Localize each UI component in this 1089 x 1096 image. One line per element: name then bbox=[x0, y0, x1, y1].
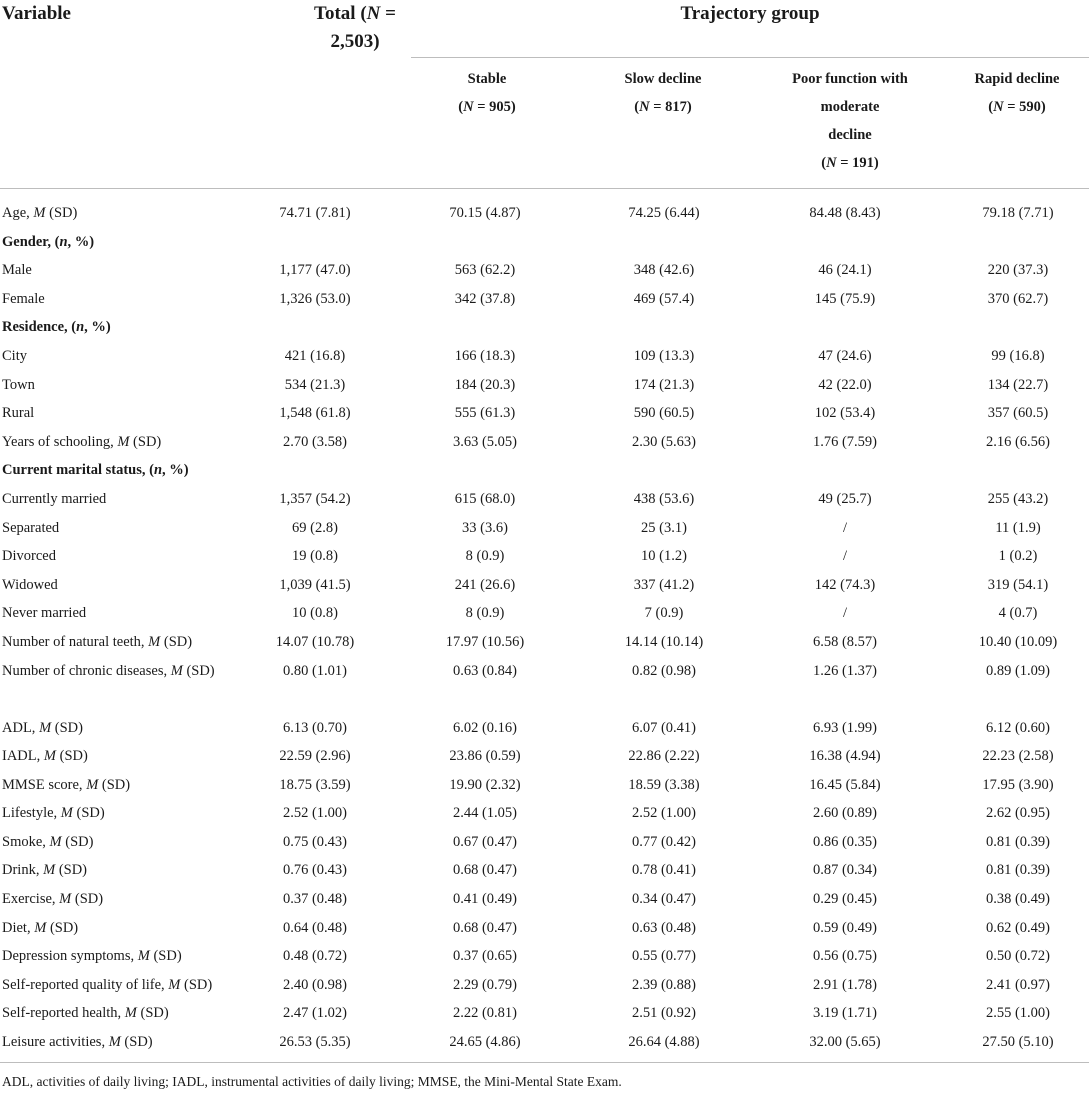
cell: 0.50 (0.72) bbox=[985, 948, 1051, 965]
cell: 74.25 (6.44) bbox=[628, 205, 700, 221]
group-poor-line1: Poor function with bbox=[792, 71, 908, 87]
cell: 22.23 (2.58) bbox=[982, 748, 1054, 765]
cell: 0.37 (0.48) bbox=[282, 891, 348, 908]
cell: 0.81 (0.39) bbox=[985, 862, 1051, 879]
cell: 26.53 (5.35) bbox=[279, 1034, 351, 1051]
group-rapid-line2: (N = 590) bbox=[988, 99, 1046, 115]
cell: 2.29 (0.79) bbox=[452, 976, 518, 993]
header-bottom-rule bbox=[0, 188, 1089, 189]
row-label-drink-m-sd: Drink, M (SD) bbox=[2, 862, 88, 879]
cell: 79.18 (7.71) bbox=[982, 205, 1054, 221]
cell: 2.52 (1.00) bbox=[282, 805, 348, 822]
cell: 1.26 (1.37) bbox=[812, 662, 878, 679]
row-label-town: Town bbox=[2, 376, 35, 393]
row-label-number-of-natural-teeth-m-sd: Number of natural teeth, M (SD) bbox=[2, 633, 193, 650]
row-label-male: Male bbox=[2, 262, 32, 279]
row-label-mmse-score-m-sd: MMSE score, M (SD) bbox=[2, 776, 131, 793]
cell: 1,357 (54.2) bbox=[279, 490, 351, 507]
row-label-exercise-m-sd: Exercise, M (SD) bbox=[2, 891, 104, 908]
cell: 10 (0.8) bbox=[292, 605, 338, 622]
cell: 319 (54.1) bbox=[987, 576, 1049, 593]
row-label-city: City bbox=[2, 347, 27, 364]
cell: 0.80 (1.01) bbox=[282, 662, 348, 679]
cell: 0.64 (0.48) bbox=[282, 919, 348, 936]
cell: 27.50 (5.10) bbox=[982, 1034, 1054, 1051]
table-row bbox=[0, 942, 1089, 971]
cell: 3.19 (1.71) bbox=[812, 1005, 878, 1022]
table-row bbox=[0, 885, 1089, 914]
cell: 18.75 (3.59) bbox=[279, 776, 351, 793]
cell: 16.45 (5.84) bbox=[809, 776, 881, 793]
cell: 16.38 (4.94) bbox=[809, 748, 881, 765]
cell: 2.70 (3.58) bbox=[282, 433, 348, 450]
row-label-lifestyle-m-sd: Lifestyle, M (SD) bbox=[2, 805, 105, 822]
cell: 6.12 (0.60) bbox=[985, 719, 1051, 736]
cell: 348 (42.6) bbox=[633, 262, 695, 279]
cell: 99 (16.8) bbox=[991, 347, 1045, 364]
trajectory-group-header: Trajectory group bbox=[680, 3, 820, 24]
cell: 0.78 (0.41) bbox=[631, 862, 697, 879]
cell: 22.59 (2.96) bbox=[279, 748, 351, 765]
table-row bbox=[0, 514, 1089, 543]
cell: 0.67 (0.47) bbox=[452, 833, 518, 850]
table-row bbox=[0, 199, 1089, 228]
table-footnote: ADL, activities of daily living; IADL, instrumental activities of daily living; MMSE, the Mini-Mental State Exam. bbox=[2, 1074, 622, 1089]
cell: 8 (0.9) bbox=[465, 605, 505, 622]
cell: 342 (37.8) bbox=[454, 290, 516, 307]
cell: 11 (1.9) bbox=[995, 519, 1041, 536]
group-poor-line4: (N = 191) bbox=[821, 155, 879, 171]
table-row bbox=[0, 657, 1089, 714]
cell: 134 (22.7) bbox=[987, 376, 1049, 393]
cell: 2.16 (6.56) bbox=[985, 433, 1051, 450]
table-row bbox=[0, 999, 1089, 1028]
cell: 220 (37.3) bbox=[987, 262, 1049, 279]
cell: 0.76 (0.43) bbox=[282, 862, 348, 879]
cell: 0.37 (0.65) bbox=[452, 948, 518, 965]
cell: 241 (26.6) bbox=[454, 576, 516, 593]
variable-header: Variable bbox=[2, 3, 71, 24]
cell: 2.52 (1.00) bbox=[631, 805, 697, 822]
cell: 0.63 (0.84) bbox=[452, 662, 518, 679]
section-row bbox=[0, 313, 1089, 342]
table-row bbox=[0, 285, 1089, 314]
table-row bbox=[0, 971, 1089, 1000]
cell: 2.91 (1.78) bbox=[812, 976, 878, 993]
row-label-smoke-m-sd: Smoke, M (SD) bbox=[2, 833, 94, 850]
cell: 24.65 (4.86) bbox=[449, 1034, 521, 1051]
cell: 0.38 (0.49) bbox=[985, 891, 1051, 908]
cell: 0.77 (0.42) bbox=[631, 833, 697, 850]
cell: 109 (13.3) bbox=[633, 347, 695, 364]
cell: 1,326 (53.0) bbox=[279, 290, 351, 307]
cell: 438 (53.6) bbox=[633, 490, 695, 507]
table-row bbox=[0, 371, 1089, 400]
cell: 46 (24.1) bbox=[818, 262, 872, 279]
table-row bbox=[0, 399, 1089, 428]
row-label-diet-m-sd: Diet, M (SD) bbox=[2, 919, 79, 936]
cell: 0.48 (0.72) bbox=[282, 948, 348, 965]
group-poor-line3: decline bbox=[828, 127, 872, 143]
cell: 6.93 (1.99) bbox=[812, 719, 878, 736]
cell: 2.51 (0.92) bbox=[631, 1005, 697, 1022]
group-slow-line2: (N = 817) bbox=[634, 99, 692, 115]
total-header-line1: Total (N = bbox=[314, 3, 396, 24]
row-label-number-of-chronic-diseases-m-sd: Number of chronic diseases, M (SD) bbox=[2, 662, 215, 679]
cell: 14.07 (10.78) bbox=[275, 633, 355, 650]
table-row bbox=[0, 428, 1089, 457]
cell: 184 (20.3) bbox=[454, 376, 516, 393]
cell: 2.55 (1.00) bbox=[985, 1005, 1051, 1022]
group-header-rapid-decline bbox=[942, 65, 1089, 121]
cell: 0.75 (0.43) bbox=[282, 833, 348, 850]
group-poor-line2: moderate bbox=[820, 99, 880, 115]
group-rapid-line1: Rapid decline bbox=[974, 71, 1060, 87]
cell: 33 (3.6) bbox=[462, 519, 508, 536]
cell: 357 (60.5) bbox=[987, 405, 1049, 422]
cell: 0.89 (1.09) bbox=[985, 662, 1051, 679]
section-row bbox=[0, 228, 1089, 257]
group-slow-line1: Slow decline bbox=[624, 71, 702, 87]
row-label-current-marital-status-n: Current marital status, (n, %) bbox=[2, 462, 189, 479]
table-row bbox=[0, 256, 1089, 285]
cell: 26.64 (4.88) bbox=[628, 1034, 700, 1051]
cell: 47 (24.6) bbox=[818, 347, 872, 364]
cell: 0.86 (0.35) bbox=[812, 833, 878, 850]
cell: 19 (0.8) bbox=[292, 548, 338, 565]
cell: 0.34 (0.47) bbox=[631, 891, 697, 908]
cell: 174 (21.3) bbox=[633, 376, 695, 393]
cell: 370 (62.7) bbox=[987, 290, 1049, 307]
cell: 1,548 (61.8) bbox=[279, 405, 351, 422]
group-stable-line1: Stable bbox=[467, 71, 507, 87]
cell: 0.56 (0.75) bbox=[812, 948, 878, 965]
table-row bbox=[0, 342, 1089, 371]
table-row bbox=[0, 742, 1089, 771]
total-header-line2: 2,503) bbox=[330, 31, 380, 52]
cell: 1.76 (7.59) bbox=[812, 433, 878, 450]
group-header-rule bbox=[411, 57, 1089, 58]
row-label-iadl-m-sd: IADL, M (SD) bbox=[2, 748, 88, 765]
cell: 84.48 (8.43) bbox=[809, 205, 881, 221]
table-row bbox=[0, 1028, 1089, 1057]
cell: 10.40 (10.09) bbox=[978, 633, 1058, 650]
cell: 0.62 (0.49) bbox=[985, 919, 1051, 936]
cell: 2.40 (0.98) bbox=[282, 976, 348, 993]
table-row bbox=[0, 714, 1089, 743]
cell: 6.13 (0.70) bbox=[282, 719, 348, 736]
cell: 0.81 (0.39) bbox=[985, 833, 1051, 850]
cell: 7 (0.9) bbox=[644, 605, 684, 622]
row-label-self-reported-health-m-sd: Self-reported health, M (SD) bbox=[2, 1005, 169, 1022]
cell: 4 (0.7) bbox=[998, 605, 1038, 622]
row-label-residence-n: Residence, (n, %) bbox=[2, 319, 111, 336]
cell: 17.95 (3.90) bbox=[982, 776, 1054, 793]
cell: 2.22 (0.81) bbox=[452, 1005, 518, 1022]
row-label-never-married: Never married bbox=[2, 605, 87, 622]
cell: 0.82 (0.98) bbox=[631, 662, 697, 679]
cell: 3.63 (5.05) bbox=[452, 433, 518, 450]
cell: 18.59 (3.38) bbox=[628, 776, 700, 793]
cell: 10 (1.2) bbox=[641, 548, 687, 565]
table-row bbox=[0, 771, 1089, 800]
cell: 17.97 (10.56) bbox=[445, 633, 525, 650]
cell: 2.60 (0.89) bbox=[812, 805, 878, 822]
cell: 0.59 (0.49) bbox=[812, 919, 878, 936]
cell: 42 (22.0) bbox=[818, 376, 872, 393]
table-row bbox=[0, 914, 1089, 943]
cell: 0.63 (0.48) bbox=[631, 919, 697, 936]
cell: 32.00 (5.65) bbox=[809, 1034, 881, 1051]
table-row bbox=[0, 799, 1089, 828]
cell: 8 (0.9) bbox=[465, 548, 505, 565]
row-label-widowed: Widowed bbox=[2, 576, 58, 593]
table-bottom-rule bbox=[0, 1062, 1089, 1063]
cell: 590 (60.5) bbox=[633, 405, 695, 422]
cell: 421 (16.8) bbox=[284, 347, 346, 364]
table-row bbox=[0, 628, 1089, 657]
group-header-slow-decline bbox=[583, 65, 743, 121]
row-label-years-of-schooling-m-sd: Years of schooling, M (SD) bbox=[2, 433, 162, 450]
cell: 0.55 (0.77) bbox=[631, 948, 697, 965]
cell: 142 (74.3) bbox=[814, 576, 876, 593]
row-label-adl-m-sd: ADL, M (SD) bbox=[2, 719, 83, 736]
row-label-rural: Rural bbox=[2, 405, 35, 422]
cell: 6.07 (0.41) bbox=[631, 719, 697, 736]
row-label-divorced: Divorced bbox=[2, 548, 56, 565]
row-label-separated: Separated bbox=[2, 519, 60, 536]
section-row bbox=[0, 456, 1089, 485]
table-body bbox=[0, 199, 1089, 1057]
row-label-leisure-activities-m-sd: Leisure activities, M (SD) bbox=[2, 1034, 153, 1051]
row-label-female: Female bbox=[2, 290, 45, 307]
cell: 2.62 (0.95) bbox=[985, 805, 1051, 822]
cell: 1,177 (47.0) bbox=[279, 262, 351, 279]
group-header-stable bbox=[407, 65, 567, 121]
row-label-self-reported-quality-of-life-m-sd: Self-reported quality of life, M (SD) bbox=[2, 976, 213, 993]
cell: 145 (75.9) bbox=[814, 290, 876, 307]
cell: 2.44 (1.05) bbox=[452, 805, 518, 822]
cell: 166 (18.3) bbox=[454, 347, 516, 364]
table-row bbox=[0, 599, 1089, 628]
table-row bbox=[0, 485, 1089, 514]
cell: / bbox=[842, 605, 848, 622]
cell: 74.71 (7.81) bbox=[279, 205, 351, 221]
cell: 69 (2.8) bbox=[292, 519, 338, 536]
table-row bbox=[0, 542, 1089, 571]
cell: 555 (61.3) bbox=[454, 405, 516, 422]
cell: 2.47 (1.02) bbox=[282, 1005, 348, 1022]
row-label-gender-n: Gender, (n, %) bbox=[2, 233, 95, 250]
cell: 0.29 (0.45) bbox=[812, 891, 878, 908]
row-label-age-m-sd: Age, M (SD) bbox=[2, 205, 78, 221]
cell: 102 (53.4) bbox=[814, 405, 876, 422]
cell: 563 (62.2) bbox=[454, 262, 516, 279]
cell: 0.41 (0.49) bbox=[452, 891, 518, 908]
cell: 22.86 (2.22) bbox=[628, 748, 700, 765]
cell: 2.41 (0.97) bbox=[985, 976, 1051, 993]
table-row bbox=[0, 856, 1089, 885]
cell: 615 (68.0) bbox=[454, 490, 516, 507]
cell: 534 (21.3) bbox=[284, 376, 346, 393]
cell: 337 (41.2) bbox=[633, 576, 695, 593]
cell: 469 (57.4) bbox=[633, 290, 695, 307]
group-stable-line2: (N = 905) bbox=[458, 99, 516, 115]
table-row bbox=[0, 571, 1089, 600]
group-header-poor-function bbox=[760, 65, 940, 177]
table-row bbox=[0, 828, 1089, 857]
cell: 14.14 (10.14) bbox=[624, 633, 704, 650]
cell: / bbox=[842, 519, 848, 536]
cell: 2.39 (0.88) bbox=[631, 976, 697, 993]
cell: 1,039 (41.5) bbox=[279, 576, 351, 593]
row-label-depression-symptoms-m-sd: Depression symptoms, M (SD) bbox=[2, 948, 182, 965]
cell: 25 (3.1) bbox=[641, 519, 687, 536]
cell: 6.02 (0.16) bbox=[452, 719, 518, 736]
cell: 1 (0.2) bbox=[998, 548, 1038, 565]
cell: 70.15 (4.87) bbox=[449, 205, 521, 221]
cell: / bbox=[842, 548, 848, 565]
cell: 23.86 (0.59) bbox=[449, 748, 521, 765]
cell: 6.58 (8.57) bbox=[812, 633, 878, 650]
cell: 19.90 (2.32) bbox=[449, 776, 521, 793]
cell: 49 (25.7) bbox=[818, 490, 872, 507]
cell: 2.30 (5.63) bbox=[631, 433, 697, 450]
cell: 0.68 (0.47) bbox=[452, 919, 518, 936]
cell: 0.68 (0.47) bbox=[452, 862, 518, 879]
cell: 0.87 (0.34) bbox=[812, 862, 878, 879]
cell: 255 (43.2) bbox=[987, 490, 1049, 507]
row-label-currently-married: Currently married bbox=[2, 490, 107, 507]
